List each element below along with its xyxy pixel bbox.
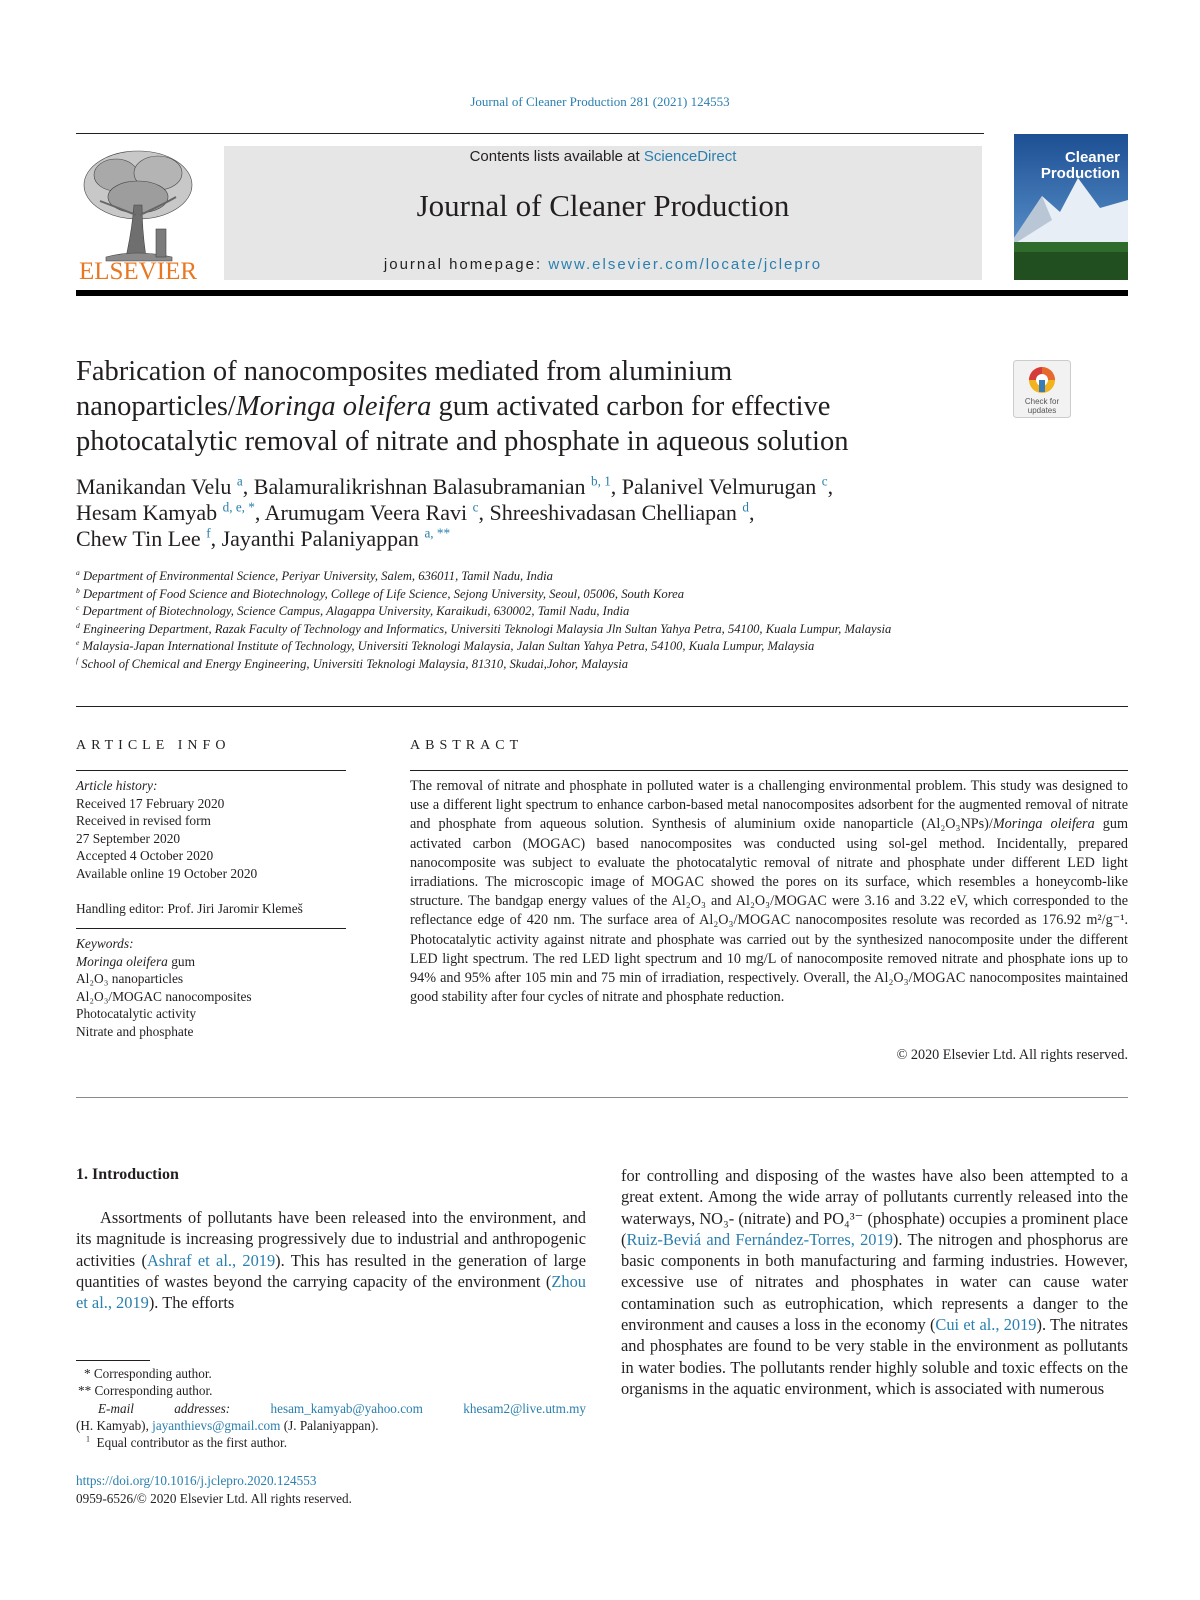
affiliation-key: a bbox=[76, 567, 80, 577]
abstract-text bbox=[410, 777, 1128, 1007]
title-part-2: gum activated carbon for effective photocatalytic removal of nitrate and phosphate in aqueous solution bbox=[76, 391, 849, 457]
intro-text: ). The nitrates and phosphates are found to be very stable in the environment as pollutants in water bodies. The pollutants render highly soluble and toxic effects on the organisms in the aquatic environment, which is associated with numerous bbox=[621, 1315, 1128, 1398]
affiliation-text: Department of Biotechnology, Science Campus, Alagappa University, Karaikudi, 630002, Tamil Nadu, India bbox=[82, 604, 630, 618]
author bbox=[254, 474, 622, 499]
introduction-left-column bbox=[76, 1207, 586, 1313]
title-part-1: Fabrication of nanocomposites mediated from aluminium nanoparticles/ bbox=[76, 356, 733, 422]
keyword-rest: gum bbox=[167, 953, 196, 969]
article-info-heading: ARTICLE INFO bbox=[76, 738, 231, 753]
footnote-emails bbox=[76, 1400, 586, 1417]
history-revised-date: 27 September 2020 bbox=[76, 830, 181, 846]
check-for-updates-badge[interactable] bbox=[1013, 360, 1071, 418]
author-separator: , bbox=[610, 474, 622, 499]
affiliation bbox=[76, 603, 1036, 621]
affiliation-text: Engineering Department, Razak Faculty of Technology and Informatics, Universiti Teknologi Malaysia Jln Sultan Yahya Petra, 54100, Kuala Lumpur, Malaysia bbox=[82, 621, 892, 636]
footnote-mark: 1 bbox=[86, 1434, 90, 1444]
header-rule bbox=[76, 133, 984, 134]
author-name: Manikandan Velu bbox=[76, 474, 232, 499]
intro-text: ). The efforts bbox=[148, 1293, 235, 1313]
history-online: Available online 19 October 2020 bbox=[76, 865, 258, 881]
cover-title-1: Cleaner bbox=[1064, 149, 1120, 166]
footnote-text: Equal contributor as the first author. bbox=[96, 1435, 287, 1451]
keyword bbox=[76, 953, 356, 971]
crossmark-icon bbox=[1013, 360, 1071, 418]
author-name: Palanivel Velmurugan bbox=[621, 474, 817, 499]
keyword: Photocatalytic activity bbox=[76, 1006, 197, 1022]
intro-text: ). This has resulted in the generation of large quantities of wastes beyond the carrying capacity of the environment ( bbox=[76, 1250, 586, 1291]
article-title bbox=[76, 354, 976, 459]
author-affiliation-mark[interactable]: d bbox=[742, 499, 749, 515]
abstract-rule bbox=[410, 770, 1128, 771]
author-name: Hesam Kamyab bbox=[76, 500, 218, 525]
doi-block bbox=[76, 1472, 586, 1508]
affiliation bbox=[76, 568, 1036, 586]
affiliation-key: b bbox=[76, 585, 80, 595]
keyword: Al₂O₃/MOGAC nanocomposites bbox=[76, 988, 252, 1004]
keywords-rule bbox=[76, 928, 346, 929]
author-affiliation-mark[interactable]: d, e, * bbox=[222, 499, 255, 515]
author bbox=[76, 474, 254, 499]
abstract-copyright: © 2020 Elsevier Ltd. All rights reserved. bbox=[896, 1047, 1128, 1063]
footnote-rule bbox=[76, 1360, 150, 1361]
affiliation-key: d bbox=[76, 620, 80, 630]
affiliation-key: c bbox=[76, 602, 80, 612]
handling-editor: Handling editor: Prof. Jiri Jaromir Klemeš bbox=[76, 900, 303, 916]
author-affiliation-mark[interactable]: a bbox=[236, 473, 243, 489]
contents-prefix: Contents lists available at bbox=[469, 148, 644, 165]
author bbox=[265, 500, 490, 525]
author-affiliation-mark[interactable]: a, ** bbox=[424, 525, 451, 541]
author-separator: , bbox=[210, 526, 222, 551]
author-separator: , bbox=[827, 474, 834, 499]
history-revised-label: Received in revised form bbox=[76, 813, 211, 829]
article-info-rule bbox=[76, 770, 346, 771]
abstract-italic: Moringa oleifera bbox=[992, 816, 1095, 833]
intro-text: ). The nitrogen and phosphorus are basic components in both manufacturing and farming industries. However, excessive use of nitrates and phosphates in water can cause water contamination such as eutrophication, which represents a danger to the environment and causes a loss in the economy ( bbox=[621, 1229, 1129, 1335]
journal-banner bbox=[224, 146, 982, 280]
crossmark-text-1: Check for bbox=[1024, 397, 1060, 406]
affiliation-list bbox=[76, 568, 1036, 673]
affiliation bbox=[76, 656, 1036, 674]
author bbox=[222, 526, 450, 551]
citation-link[interactable]: Zhou et al., 2019 bbox=[76, 1271, 586, 1313]
email-link[interactable]: jayanthievs@gmail.com bbox=[152, 1417, 281, 1433]
journal-cover[interactable] bbox=[1014, 134, 1128, 280]
citation-link[interactable]: Cui et al., 2019 bbox=[935, 1315, 1037, 1335]
affiliation-text: Malaysia-Japan International Institute of Technology, Universiti Teknologi Malaysia, Jalan Sultan Yahya Petra, 54100, Kuala Lumpur, Malaysia bbox=[82, 639, 815, 653]
citation-link[interactable]: Ruiz-Beviá and Fernández-Torres, 2019 bbox=[626, 1229, 893, 1249]
affiliation-key: e bbox=[76, 637, 80, 647]
author-separator: , bbox=[242, 474, 254, 499]
journal-title: Journal of Cleaner Production bbox=[416, 188, 790, 223]
tree-icon bbox=[76, 145, 200, 285]
keywords-label: Keywords: bbox=[76, 936, 134, 951]
footnote-corresponding-2: ** Corresponding author. bbox=[78, 1383, 213, 1399]
author bbox=[76, 500, 265, 525]
email-owner: (H. Kamyab), bbox=[76, 1417, 153, 1433]
affiliation bbox=[76, 638, 1036, 656]
footnotes bbox=[76, 1365, 586, 1451]
introduction-right-column bbox=[621, 1165, 1128, 1399]
abstract-end-rule bbox=[76, 1097, 1128, 1098]
author-name: Jayanthi Palaniyappan bbox=[221, 526, 419, 551]
cover-title-2: Production bbox=[1040, 165, 1120, 182]
author-affiliation-mark[interactable]: f bbox=[206, 525, 211, 541]
affiliation bbox=[76, 586, 1036, 604]
history-label: Article history: bbox=[76, 778, 158, 793]
abstract-segment-2: gum activated carbon (MOGAC) based nanocomposites was conducted using sol-gel method. Incidentally, prepared nanocomposite was subject to evaluate the photocatalytic removal of nitrate and phosphate under different LED light irradiations. The microscopic image of MOGAC showed the pores on its surface, which resembles a honeycomb-like structure. The bandgap energy values of the Al₂O₃ and Al₂O₃/MOGAC were 3.16 and 3.22 eV, which corresponded to the reflectance edge of 420 nm. The surface area of Al₂O₃/MOGAC nanocomposites resolute was recorded as 176.92 m²/g⁻¹. Photocatalytic activity against nitrate and phosphate was carried out by the synthesized nanocomposite under the different LED light spectrum. The red LED light spectrum and 10 mg/L of nanocomposite removed nitrate and phosphate ions up to 94% and 95% after 105 min and 75 min of irradiation, respectively. Overall, the Al₂O₃/MOGAC nanocomposites maintained good stability after four cycles of nitrate and phosphate reduction. bbox=[410, 816, 1128, 1006]
keyword: Al₂O₃ nanoparticles bbox=[76, 971, 184, 987]
footnote-corresponding-1: * Corresponding author. bbox=[84, 1366, 212, 1381]
affiliation-rule bbox=[76, 706, 1128, 707]
crossmark-text-2: updates bbox=[1027, 406, 1057, 415]
affiliation bbox=[76, 621, 1036, 639]
affiliation-text: Department of Environmental Science, Periyar University, Salem, 636011, Tamil Nadu, India bbox=[82, 569, 553, 583]
email-link[interactable]: khesam2@live.utm.my bbox=[463, 1400, 587, 1416]
homepage-prefix: journal homepage: bbox=[383, 256, 549, 273]
author-separator: , bbox=[478, 500, 490, 525]
author-list bbox=[76, 474, 1036, 552]
elsevier-wordmark: ELSEVIER bbox=[78, 258, 198, 285]
article-history bbox=[76, 777, 356, 917]
journal-homepage bbox=[224, 256, 982, 273]
introduction-heading: 1. Introduction bbox=[76, 1166, 179, 1183]
author-affiliation-mark[interactable]: c bbox=[821, 473, 828, 489]
author-name: Arumugam Veera Ravi bbox=[264, 500, 468, 525]
footnote-emails-cont bbox=[76, 1417, 586, 1434]
author-separator: , bbox=[254, 500, 265, 525]
email-owner: (J. Palaniyappan). bbox=[280, 1417, 379, 1433]
keywords bbox=[76, 935, 356, 1041]
author-affiliation-mark[interactable]: b, 1 bbox=[591, 473, 611, 489]
author bbox=[76, 526, 222, 551]
author-separator: , bbox=[748, 500, 755, 525]
doi-link[interactable]: https://doi.org/10.1016/j.jclepro.2020.124553 bbox=[76, 1473, 317, 1488]
email-link[interactable]: hesam_kamyab@yahoo.com bbox=[270, 1400, 423, 1416]
author-name: Chew Tin Lee bbox=[76, 526, 201, 551]
author-name: Balamuralikrishnan Balasubramanian bbox=[253, 474, 586, 499]
affiliation-text: School of Chemical and Energy Engineering, Universiti Teknologi Malaysia, 81310, Skudai,Johor, Malaysia bbox=[81, 656, 629, 671]
intro-text: Assortments of pollutants have been released into the environment, and its magnitude is increasing progressively due to industrial and anthropogenic activities ( bbox=[76, 1208, 586, 1270]
elsevier-logo[interactable] bbox=[76, 145, 200, 285]
affiliation-key: f bbox=[76, 655, 79, 665]
author-name: Shreeshivadasan Chelliapan bbox=[489, 500, 737, 525]
history-accepted: Accepted 4 October 2020 bbox=[76, 848, 214, 864]
sciencedirect-link[interactable]: ScienceDirect bbox=[643, 148, 737, 165]
email-label: E-mail addresses: bbox=[98, 1400, 231, 1416]
footnote-equal-contributor bbox=[76, 1434, 586, 1451]
citation-link[interactable]: Ashraf et al., 2019 bbox=[146, 1250, 276, 1270]
journal-reference[interactable]: Journal of Cleaner Production 281 (2021) 124553 bbox=[470, 94, 730, 109]
author bbox=[622, 474, 833, 499]
contents-line bbox=[224, 148, 982, 165]
issn-copyright: 0959-6526/© 2020 Elsevier Ltd. All rights reserved. bbox=[76, 1491, 352, 1506]
abstract-segment-1: The removal of nitrate and phosphate in polluted water is a challenging environmental problem. This study was designed to use a different light spectrum to enhance carbon-based metal nanocomposites adsorbent for the augmented removal of nitrate and phosphate from aqueous solution. Synthesis of aluminium oxide nanoparticle (Al₂O₃NPs)/ bbox=[410, 778, 1128, 833]
history-received: Received 17 February 2020 bbox=[76, 795, 225, 811]
keyword-italic: Moringa oleifera bbox=[76, 953, 168, 969]
author bbox=[489, 500, 754, 525]
keyword: Nitrate and phosphate bbox=[76, 1023, 194, 1039]
title-italic: Moringa oleifera bbox=[235, 391, 432, 422]
header-thick-rule bbox=[76, 290, 1128, 296]
affiliation-text: Department of Food Science and Biotechnology, College of Life Science, Sejong University, Seoul, 05006, South Korea bbox=[82, 586, 685, 601]
intro-text: for controlling and disposing of the wastes have also been attempted to a great extent. Among the wide array of pollutants currently released into the waterways, NO₃- (nitrate) and PO₄³⁻ (phosphate) occupies a prominent place ( bbox=[621, 1166, 1128, 1249]
author-affiliation-mark[interactable]: c bbox=[472, 499, 479, 515]
abstract-heading: ABSTRACT bbox=[410, 738, 524, 753]
homepage-link[interactable]: www.elsevier.com/locate/jclepro bbox=[548, 256, 823, 273]
